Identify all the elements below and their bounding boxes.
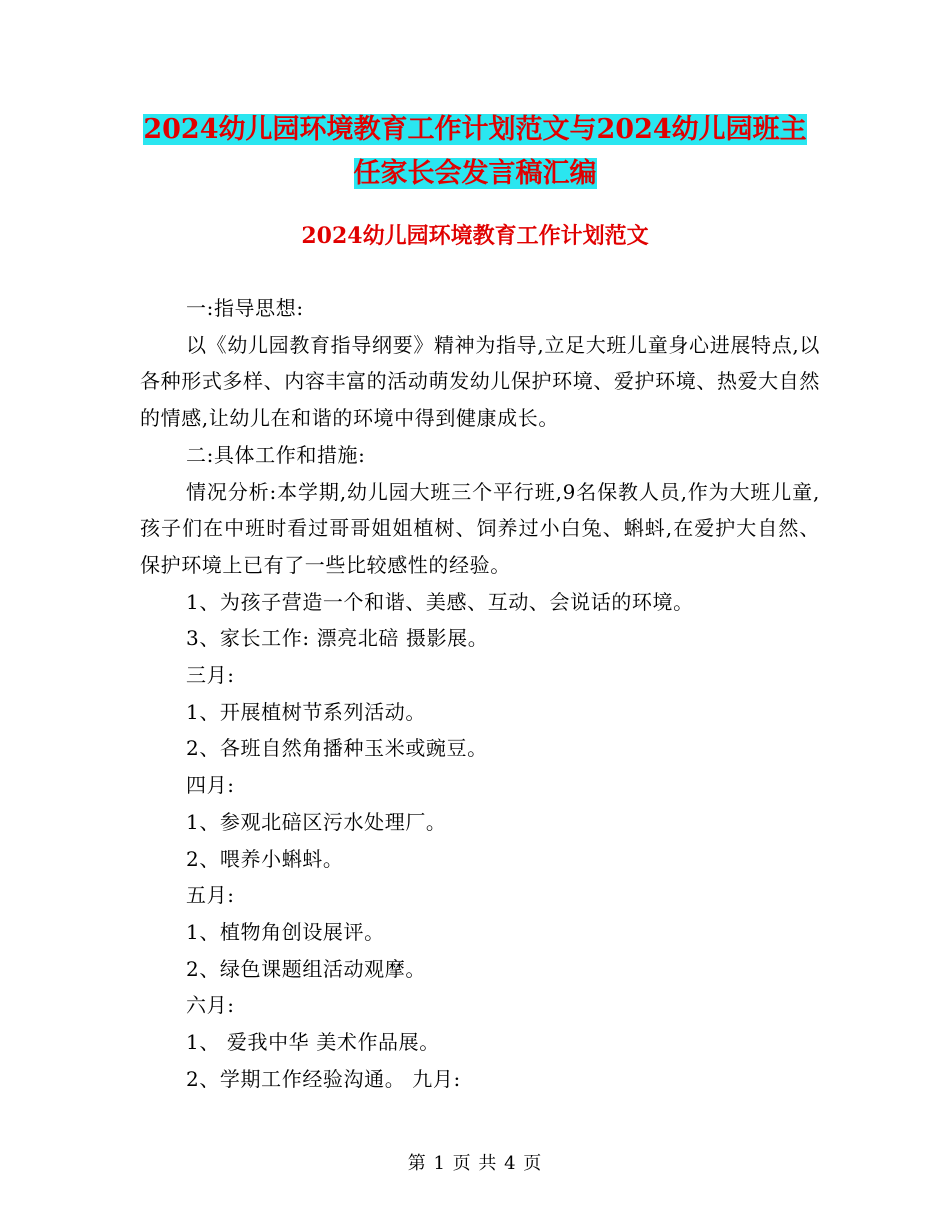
page-footer: 第 1 页 共 4 页 [407,1153,543,1174]
document-body [140,290,820,1097]
paragraph: 3、家长工作: 漂亮北碚 摄影展。 [186,626,489,651]
paragraph: 二:具体工作和措施: [186,442,366,467]
paragraph: 2、绿色课题组活动观摩。 [186,956,426,981]
paragraph: 一:指导思想: [186,296,304,320]
paragraph: 四月: [186,773,235,798]
paragraph: 1、为孩子营造一个和谐、美感、互动、会说话的环境。 [186,589,694,614]
title-highlight: 任家长会发言稿汇编 [353,158,597,189]
paragraph: 2、喂养小蝌蚪。 [186,846,344,871]
paragraph: 1、植物角创设展评。 [186,919,385,944]
paragraph: 情况分析:本学期,幼儿园大班三个平行班,9名保教人员,作为大班儿童,孩子们在中班时看过哥哥姐姐植树、饲养过小白兔、蝌蚪,在爱护大自然、保护环境上已有了一些比较感性的经验。 [140,479,820,577]
paragraph: 六月: [186,993,235,1018]
paragraph: 1、参观北碚区污水处理厂。 [186,809,447,834]
document-title-line-2 [140,148,810,200]
paragraph: 2、各班自然角播种玉米或豌豆。 [186,736,488,761]
paragraph: 1、 爱我中华 美术作品展。 [186,1030,440,1055]
paragraph: 1、开展植树节系列活动。 [186,699,426,724]
section-title: 2024幼儿园环境教育工作计划范文 [301,223,649,249]
paragraph: 五月: [186,883,235,908]
paragraph: 三月: [186,663,235,688]
title-highlight: 2024幼儿园环境教育工作计划范文与2024幼儿园班主 [143,114,807,145]
paragraph: 2、学期工作经验沟通。 九月: [186,1066,461,1091]
paragraph: 以《幼儿园教育指导纲要》精神为指导,立足大班儿童身心进展特点,以各种形式多样、内容丰富的活动萌发幼儿保护环境、爱护环境、热爱大自然的情感,让幼儿在和谐的环境中得到健康成长。 [140,332,820,431]
